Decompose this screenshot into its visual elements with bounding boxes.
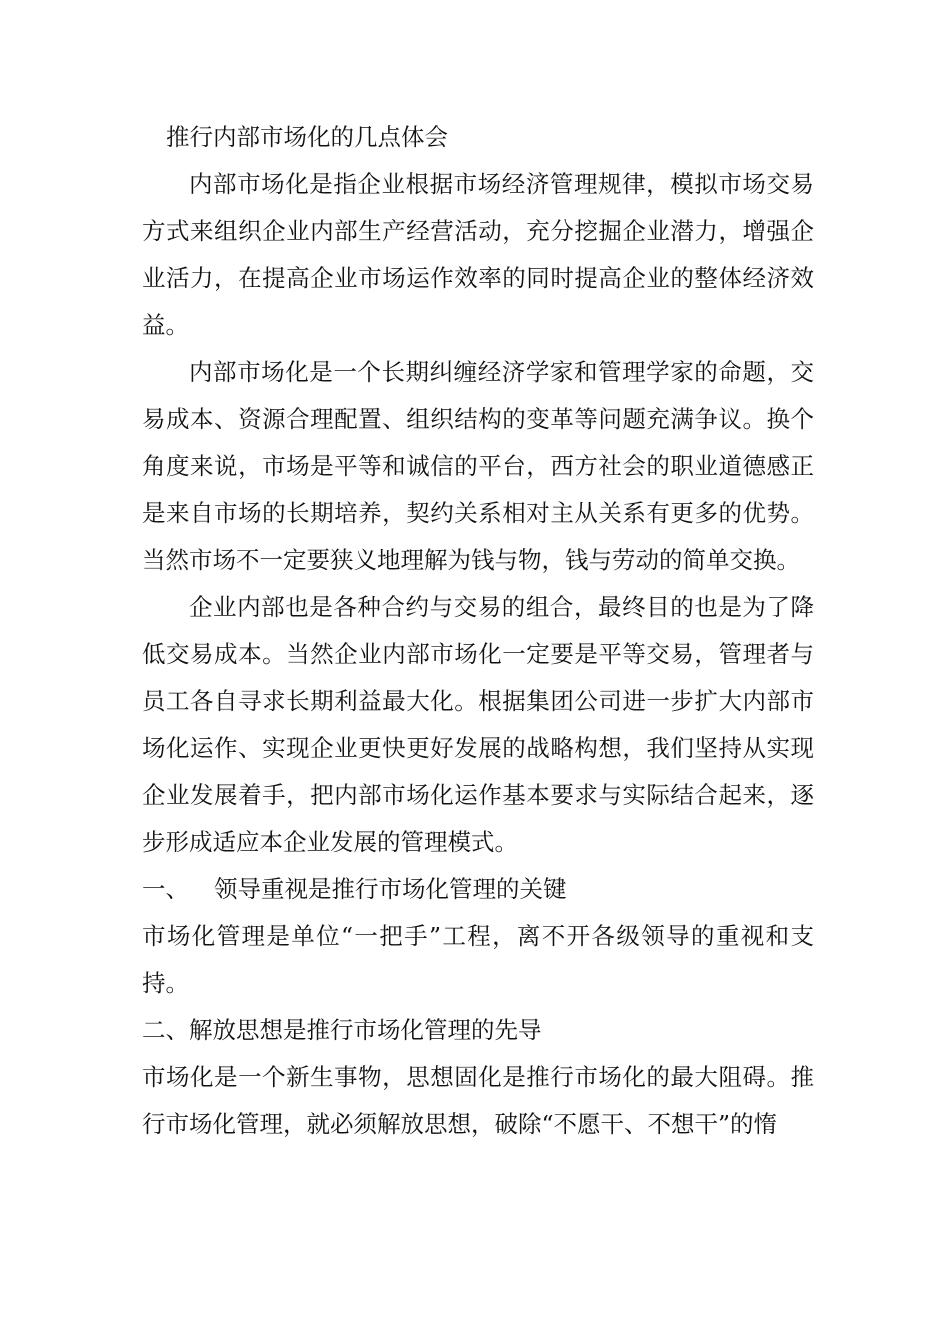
section-1-heading <box>142 866 814 913</box>
paragraph-1: 内部市场化是指企业根据市场经济管理规律，模拟市场交易方式来组织企业内部生产经营活动，充分挖掘企业潜力，增强企业活力，在提高企业市场运作效率的同时提高企业的整体经济效益。 <box>142 170 814 339</box>
section-2-body: 市场化是一个新生事物，思想固化是推行市场化的最大阻碍。推行市场化管理，就必须解放思想，破除“不愿干、不想干”的惰 <box>142 1063 814 1138</box>
section-2-heading: 二、解放思想是推行市场化管理的先导 <box>142 1016 542 1044</box>
section-1-heading-text: 领导重视是推行市场化管理的关键 <box>214 875 567 903</box>
document-page <box>142 114 814 1148</box>
paragraph-2: 内部市场化是一个长期纠缠经济学家和管理学家的命题，交易成本、资源合理配置、组织结构的变革等问题充满争议。换个角度来说，市场是平等和诚信的平台，西方社会的职业道德感正是来自市场的长期培养，契约关系相对主从关系有更多的优势。当然市场不一定要狭义地理解为钱与物，钱与劳动的简单交换。 <box>142 358 814 574</box>
paragraph-3: 企业内部也是各种合约与交易的组合，最终目的也是为了降低交易成本。当然企业内部市场化一定要是平等交易，管理者与员工各自寻求长期利益最大化。根据集团公司进一步扩大内部市场化运作、实现企业更快更好发展的战略构想，我们坚持从实现企业发展着手，把内部市场化运作基本要求与实际结合起来，逐步形成适应本企业发展的管理模式。 <box>142 593 814 856</box>
document-title: 推行内部市场化的几点体会 <box>166 123 448 151</box>
section-1-body: 市场化管理是单位“一把手”工程，离不开各级领导的重视和支持。 <box>142 922 814 997</box>
section-1-number: 一、 <box>142 875 189 903</box>
